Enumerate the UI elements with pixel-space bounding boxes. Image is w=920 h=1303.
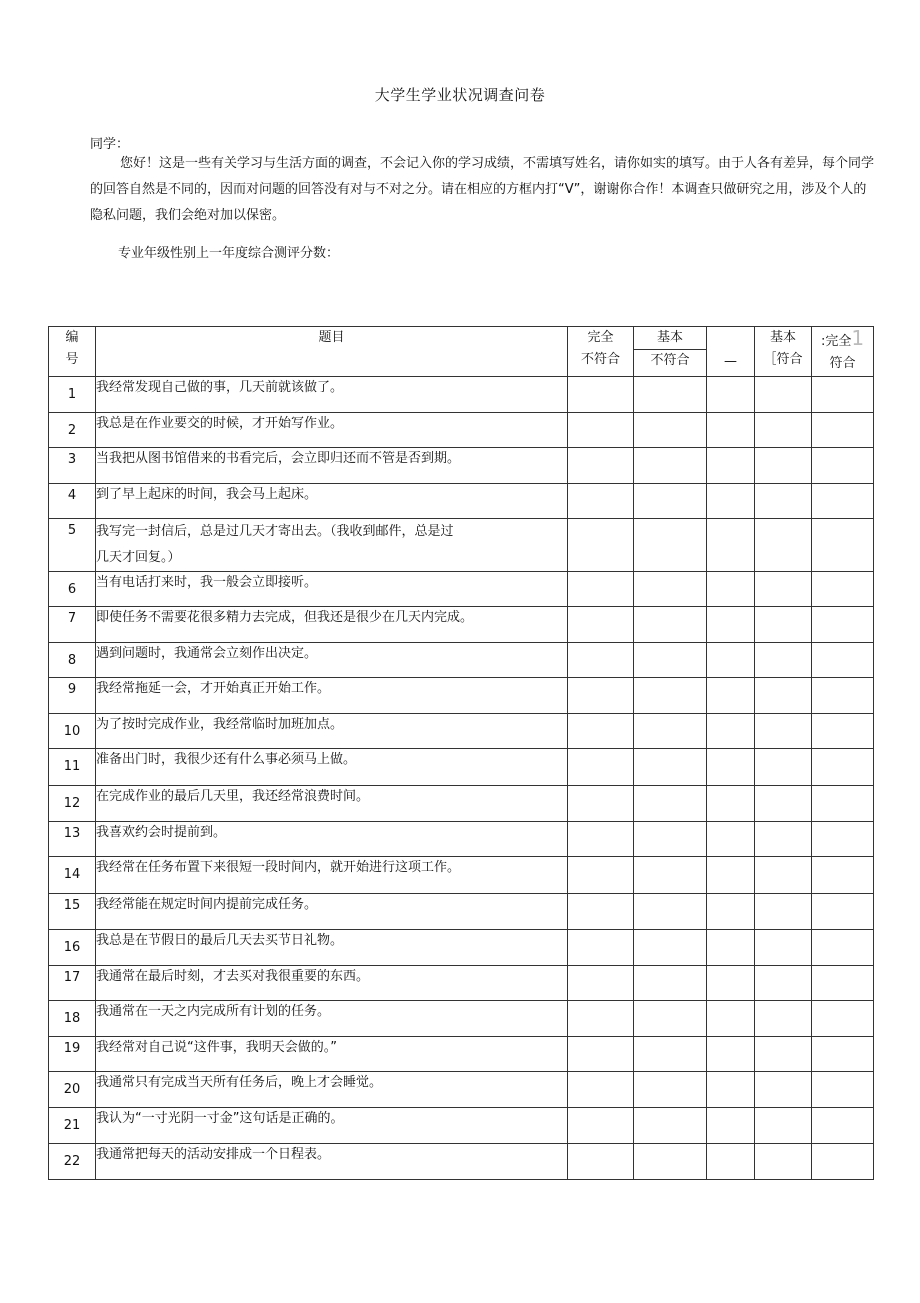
answer-box-strongly-disagree[interactable]: [568, 1072, 634, 1108]
question-number: 21: [49, 1108, 96, 1144]
table-row: [49, 749, 874, 786]
question-number: 19: [49, 1037, 96, 1072]
header-disagree-top: 基本: [634, 327, 707, 350]
answer-box-strongly-agree[interactable]: [812, 678, 874, 714]
page-title: 大学生学业状况调查问卷: [374, 86, 546, 104]
answer-box-agree[interactable]: [755, 786, 812, 822]
answer-box-neutral[interactable]: [707, 413, 755, 448]
table-row: [49, 519, 874, 572]
answer-box-disagree[interactable]: [634, 1144, 707, 1180]
answer-box-neutral[interactable]: [707, 894, 755, 930]
table-row: [49, 572, 874, 607]
question-text: 我通常只有完成当天所有任务后，晚上才会睡觉。: [96, 1072, 568, 1108]
table-row: [49, 448, 874, 484]
question-text: 准备出门时，我很少还有什么事必须马上做。: [96, 749, 568, 786]
answer-box-strongly-disagree[interactable]: [568, 749, 634, 786]
answer-box-strongly-agree[interactable]: [812, 966, 874, 1001]
question-text: 我认为“一寸光阴一寸金”这句话是正确的。: [96, 1108, 568, 1144]
question-number: 17: [49, 966, 96, 1001]
question-text: 即使任务不需要花很多精力去完成，但我还是很少在几天内完成。: [96, 607, 568, 643]
answer-box-strongly-agree[interactable]: [812, 894, 874, 930]
question-number: 5: [49, 519, 96, 572]
question-text: 我喜欢约会时提前到。: [96, 822, 568, 857]
question-number: 12: [49, 786, 96, 822]
intro-paragraph: 您好！这是一些有关学习与生活方面的调查，不会记入你的学习成绩，不需填写姓名，请你如实的填写。由于人各有差异，每个同学的回答自然是不同的，因而对问题的回答没有对与不对之分。请在相应的方框内打“V”，谢谢你合作！本调查只做研究之用，涉及个人的隐私问题，我们会绝对加以保密。: [90, 156, 875, 223]
answer-box-strongly-agree[interactable]: [812, 607, 874, 643]
survey-table: [48, 326, 874, 1180]
table-row: [49, 1108, 874, 1144]
answer-box-agree[interactable]: [755, 966, 812, 1001]
header-neutral: —: [707, 327, 755, 377]
answer-box-agree[interactable]: [755, 1037, 812, 1072]
question-number: 13: [49, 822, 96, 857]
question-text: 当有电话打来时，我一般会立即接听。: [96, 572, 568, 607]
answer-box-disagree[interactable]: [634, 749, 707, 786]
answer-box-neutral[interactable]: [707, 572, 755, 607]
answer-box-neutral[interactable]: [707, 857, 755, 894]
answer-box-agree[interactable]: [755, 1001, 812, 1037]
answer-box-strongly-disagree[interactable]: [568, 607, 634, 643]
answer-box-strongly-disagree[interactable]: [568, 572, 634, 607]
answer-box-strongly-agree[interactable]: [812, 822, 874, 857]
answer-box-strongly-disagree[interactable]: [568, 448, 634, 484]
answer-box-strongly-disagree[interactable]: [568, 930, 634, 966]
answer-box-agree[interactable]: [755, 714, 812, 749]
header-question: 题目: [96, 327, 568, 377]
table-row: [49, 1144, 874, 1180]
answer-box-disagree[interactable]: [634, 822, 707, 857]
answer-box-agree[interactable]: [755, 749, 812, 786]
answer-box-strongly-agree[interactable]: [812, 413, 874, 448]
question-number: 4: [49, 484, 96, 519]
answer-box-agree[interactable]: [755, 377, 812, 413]
answer-box-disagree[interactable]: [634, 1001, 707, 1037]
header-row: [49, 327, 874, 350]
question-text: 我通常在一天之内完成所有计划的任务。: [96, 1001, 568, 1037]
question-text: 我总是在节假日的最后几天去买节日礼物。: [96, 930, 568, 966]
answer-box-strongly-agree[interactable]: [812, 714, 874, 749]
table-row: [49, 930, 874, 966]
answer-box-neutral[interactable]: [707, 643, 755, 678]
answer-box-strongly-agree[interactable]: [812, 1037, 874, 1072]
answer-box-disagree[interactable]: [634, 930, 707, 966]
table-row: [49, 484, 874, 519]
answer-box-agree[interactable]: [755, 678, 812, 714]
header-strongly-agree: :完全1 符合: [812, 327, 874, 377]
answer-box-strongly-agree[interactable]: [812, 1072, 874, 1108]
question-text: 我写完一封信后，总是过几天才寄出去。（我收到邮件，总是过 几天才回复。）: [96, 519, 568, 572]
answer-box-agree[interactable]: [755, 894, 812, 930]
answer-box-strongly-agree[interactable]: [812, 1108, 874, 1144]
stray-mark: 1: [851, 326, 865, 350]
question-number: 15: [49, 894, 96, 930]
answer-box-disagree[interactable]: [634, 714, 707, 749]
question-text: 为了按时完成作业，我经常临时加班加点。: [96, 714, 568, 749]
question-number: 1: [49, 377, 96, 413]
answer-box-strongly-disagree[interactable]: [568, 484, 634, 519]
question-text: 我通常把每天的活动安排成一个日程表。: [96, 1144, 568, 1180]
answer-box-neutral[interactable]: [707, 786, 755, 822]
question-number: 11: [49, 749, 96, 786]
answer-box-agree[interactable]: [755, 1072, 812, 1108]
answer-box-strongly-agree[interactable]: [812, 1001, 874, 1037]
table-row: [49, 1037, 874, 1072]
table-row: [49, 786, 874, 822]
question-text: 在完成作业的最后几天里，我还经常浪费时间。: [96, 786, 568, 822]
answer-box-disagree[interactable]: [634, 786, 707, 822]
answer-box-neutral[interactable]: [707, 1037, 755, 1072]
answer-box-neutral[interactable]: [707, 966, 755, 1001]
question-text: 我通常在最后时刻，才去买对我很重要的东西。: [96, 966, 568, 1001]
answer-box-disagree[interactable]: [634, 678, 707, 714]
table-row: [49, 413, 874, 448]
answer-box-strongly-disagree[interactable]: [568, 1037, 634, 1072]
answer-box-strongly-agree[interactable]: [812, 1144, 874, 1180]
question-number: 6: [49, 572, 96, 607]
answer-box-neutral[interactable]: [707, 448, 755, 484]
question-text: 我经常拖延一会，才开始真正开始工作。: [96, 678, 568, 714]
table-row: [49, 643, 874, 678]
respondent-info-line: 专业年级性别上一年度综合测评分数：: [118, 246, 340, 261]
question-text: 我总是在作业要交的时候，才开始写作业。: [96, 413, 568, 448]
answer-box-agree[interactable]: [755, 930, 812, 966]
answer-box-neutral[interactable]: [707, 714, 755, 749]
answer-box-strongly-disagree[interactable]: [568, 1001, 634, 1037]
answer-box-neutral[interactable]: [707, 519, 755, 572]
answer-box-neutral[interactable]: [707, 678, 755, 714]
answer-box-strongly-disagree[interactable]: [568, 857, 634, 894]
question-number: 2: [49, 413, 96, 448]
answer-box-disagree[interactable]: [634, 966, 707, 1001]
answer-box-strongly-agree[interactable]: [812, 484, 874, 519]
question-number: 20: [49, 1072, 96, 1108]
header-disagree-bottom: 不符合: [634, 350, 707, 377]
answer-box-strongly-disagree[interactable]: [568, 714, 634, 749]
question-text: 当我把从图书馆借来的书看完后，会立即归还而不管是否到期。: [96, 448, 568, 484]
question-number: 9: [49, 678, 96, 714]
table-row: [49, 894, 874, 930]
answer-box-strongly-disagree[interactable]: [568, 413, 634, 448]
answer-box-disagree[interactable]: [634, 484, 707, 519]
question-number: 22: [49, 1144, 96, 1180]
header-number: 编 号: [49, 327, 96, 377]
table-row: [49, 1072, 874, 1108]
answer-box-agree[interactable]: [755, 484, 812, 519]
answer-box-strongly-disagree[interactable]: [568, 519, 634, 572]
answer-box-strongly-disagree[interactable]: [568, 678, 634, 714]
answer-box-neutral[interactable]: [707, 484, 755, 519]
header-agree: 基本 ［符合: [755, 327, 812, 377]
answer-box-strongly-agree[interactable]: [812, 786, 874, 822]
table-row: [49, 714, 874, 749]
answer-box-strongly-agree[interactable]: [812, 857, 874, 894]
question-number: 7: [49, 607, 96, 643]
answer-box-neutral[interactable]: [707, 822, 755, 857]
answer-box-strongly-disagree[interactable]: [568, 377, 634, 413]
question-text: 到了早上起床的时间，我会马上起床。: [96, 484, 568, 519]
answer-box-disagree[interactable]: [634, 894, 707, 930]
answer-box-agree[interactable]: [755, 607, 812, 643]
table-row: [49, 966, 874, 1001]
question-number: 10: [49, 714, 96, 749]
question-text: 我经常在任务布置下来很短一段时间内，就开始进行这项工作。: [96, 857, 568, 894]
answer-box-strongly-agree[interactable]: [812, 749, 874, 786]
table-row: [49, 822, 874, 857]
table-row: [49, 607, 874, 643]
answer-box-strongly-disagree[interactable]: [568, 894, 634, 930]
answer-box-neutral[interactable]: [707, 1072, 755, 1108]
answer-box-disagree[interactable]: [634, 572, 707, 607]
question-number: 3: [49, 448, 96, 484]
answer-box-disagree[interactable]: [634, 1108, 707, 1144]
answer-box-strongly-disagree[interactable]: [568, 643, 634, 678]
answer-box-strongly-agree[interactable]: [812, 643, 874, 678]
answer-box-disagree[interactable]: [634, 1037, 707, 1072]
answer-box-neutral[interactable]: [707, 1108, 755, 1144]
answer-box-agree[interactable]: [755, 643, 812, 678]
answer-box-neutral[interactable]: [707, 607, 755, 643]
answer-box-strongly-disagree[interactable]: [568, 966, 634, 1001]
answer-box-disagree[interactable]: [634, 1072, 707, 1108]
answer-box-disagree[interactable]: [634, 607, 707, 643]
answer-box-strongly-disagree[interactable]: [568, 1144, 634, 1180]
answer-box-agree[interactable]: [755, 1108, 812, 1144]
answer-box-strongly-agree[interactable]: [812, 930, 874, 966]
answer-box-neutral[interactable]: [707, 1144, 755, 1180]
table-row: [49, 857, 874, 894]
question-text: 我经常对自己说“这件事，我明天会做的。”: [96, 1037, 568, 1072]
answer-box-strongly-agree[interactable]: [812, 377, 874, 413]
answer-box-agree[interactable]: [755, 857, 812, 894]
answer-box-disagree[interactable]: [634, 519, 707, 572]
answer-box-neutral[interactable]: [707, 377, 755, 413]
question-text: 我经常能在规定时间内提前完成任务。: [96, 894, 568, 930]
answer-box-agree[interactable]: [755, 1144, 812, 1180]
question-text: 我经常发现自己做的事，几天前就该做了。: [96, 377, 568, 413]
answer-box-agree[interactable]: [755, 822, 812, 857]
answer-box-disagree[interactable]: [634, 857, 707, 894]
answer-box-neutral[interactable]: [707, 930, 755, 966]
answer-box-disagree[interactable]: [634, 448, 707, 484]
answer-box-neutral[interactable]: [707, 749, 755, 786]
header-strongly-disagree: 完全 不符合: [568, 327, 634, 377]
greeting: 同学：: [90, 137, 130, 152]
question-number: 8: [49, 643, 96, 678]
table-row: [49, 678, 874, 714]
answer-box-agree[interactable]: [755, 448, 812, 484]
answer-box-agree[interactable]: [755, 413, 812, 448]
question-number: 16: [49, 930, 96, 966]
answer-box-disagree[interactable]: [634, 377, 707, 413]
table-row: [49, 377, 874, 413]
question-text: 遇到问题时，我通常会立刻作出决定。: [96, 643, 568, 678]
question-number: 14: [49, 857, 96, 894]
answer-box-strongly-disagree[interactable]: [568, 822, 634, 857]
answer-box-disagree[interactable]: [634, 413, 707, 448]
answer-box-neutral[interactable]: [707, 1001, 755, 1037]
answer-box-strongly-agree[interactable]: [812, 448, 874, 484]
answer-box-agree[interactable]: [755, 572, 812, 607]
answer-box-strongly-agree[interactable]: [812, 572, 874, 607]
answer-box-disagree[interactable]: [634, 643, 707, 678]
answer-box-agree[interactable]: [755, 519, 812, 572]
table-row: [49, 1001, 874, 1037]
answer-box-strongly-disagree[interactable]: [568, 1108, 634, 1144]
answer-box-strongly-disagree[interactable]: [568, 786, 634, 822]
question-number: 18: [49, 1001, 96, 1037]
answer-box-strongly-agree[interactable]: [812, 519, 874, 572]
